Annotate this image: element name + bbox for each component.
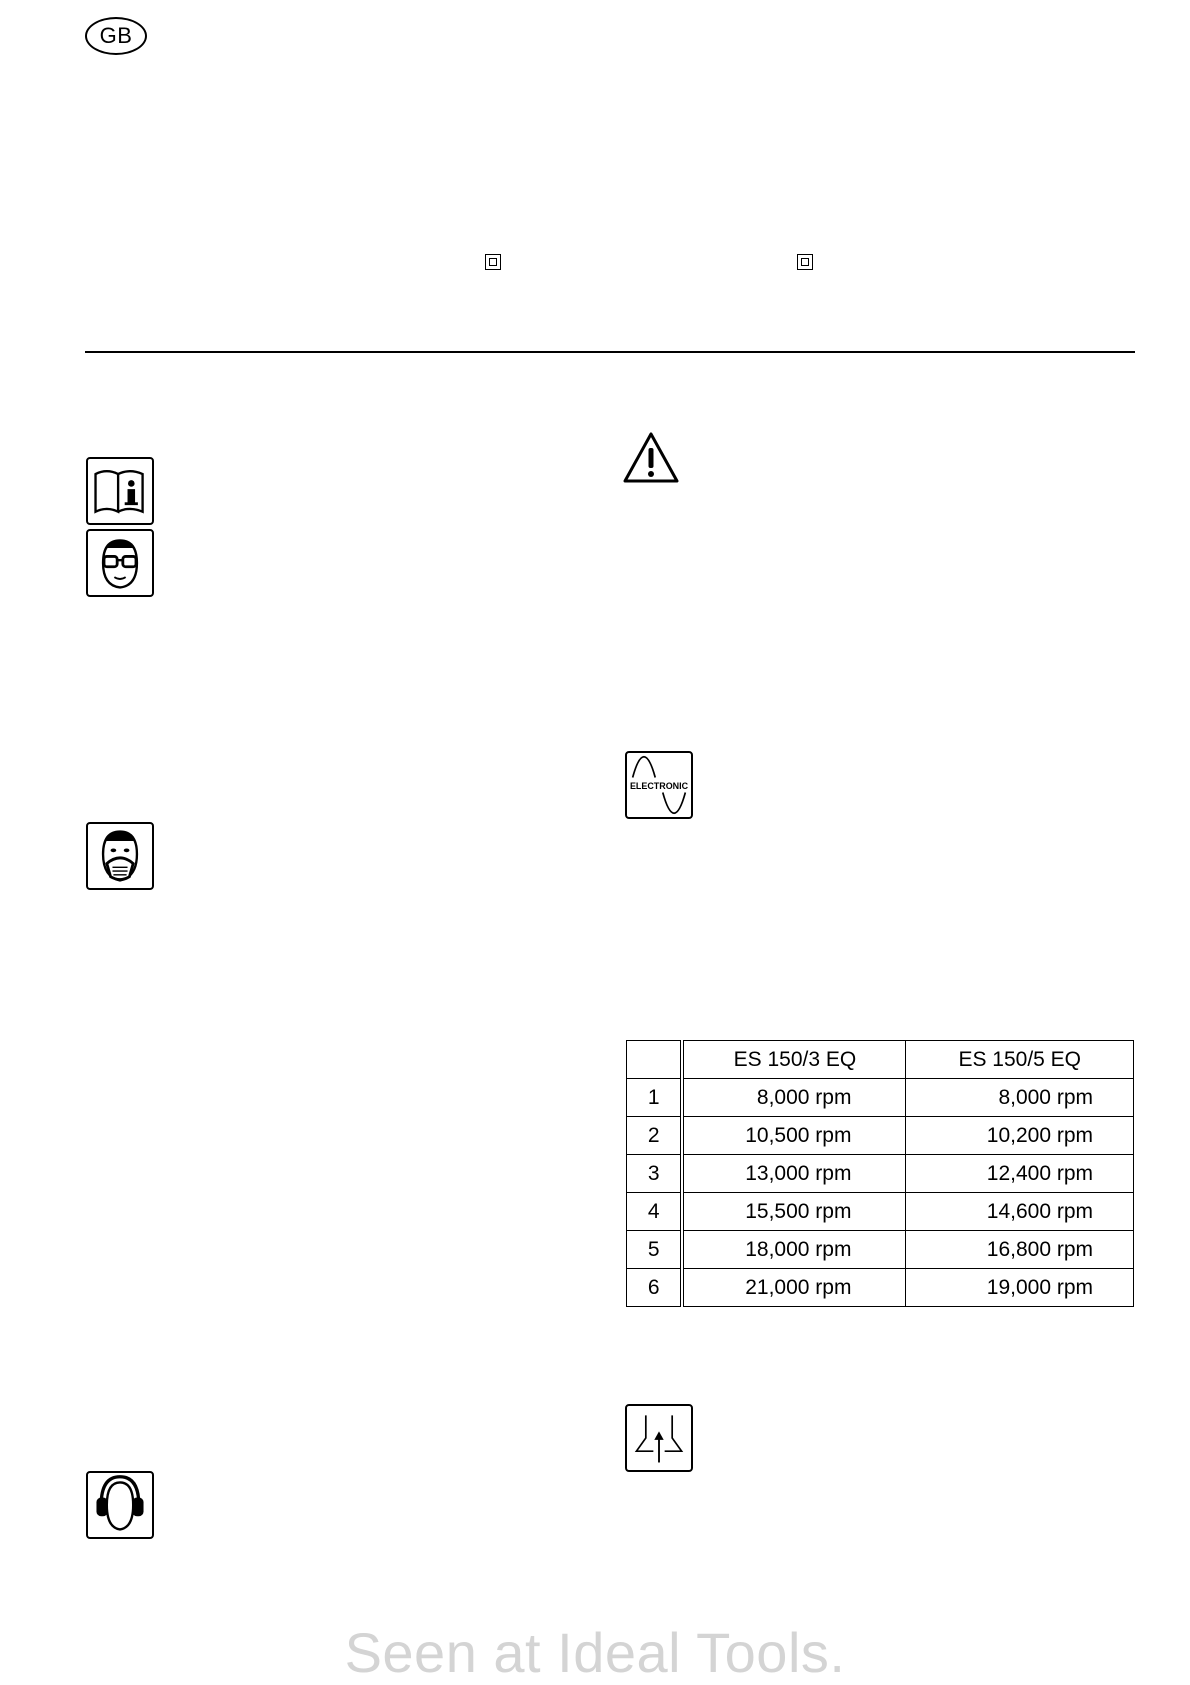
speed-es150-3: 8,000 rpm xyxy=(682,1079,906,1117)
speed-es150-3: 21,000 rpm xyxy=(682,1269,906,1307)
double-square-icon xyxy=(485,254,501,270)
table-row xyxy=(627,1117,1134,1155)
country-badge xyxy=(85,17,147,55)
dust-extraction-icon xyxy=(625,1404,693,1472)
speed-es150-5: 8,000 rpm xyxy=(906,1079,1134,1117)
speed-es150-3: 18,000 rpm xyxy=(682,1231,906,1269)
speed-es150-3: 10,500 rpm xyxy=(682,1117,906,1155)
header-es150-3: ES 150/3 EQ xyxy=(682,1041,906,1079)
table-row xyxy=(627,1231,1134,1269)
table-row xyxy=(627,1155,1134,1193)
speed-step: 5 xyxy=(627,1231,683,1269)
warning-triangle-icon xyxy=(622,431,680,485)
speed-table xyxy=(626,1040,1134,1307)
dust-mask-icon xyxy=(86,822,154,890)
speed-step: 2 xyxy=(627,1117,683,1155)
table-row xyxy=(627,1193,1134,1231)
speed-es150-5: 16,800 rpm xyxy=(906,1231,1134,1269)
section-divider xyxy=(85,351,1135,353)
country-code: GB xyxy=(99,23,133,48)
speed-es150-5: 14,600 rpm xyxy=(906,1193,1134,1231)
table-row xyxy=(627,1269,1134,1307)
electronic-speed-control-icon xyxy=(625,751,693,819)
speed-step: 1 xyxy=(627,1079,683,1117)
watermark: Seen at Ideal Tools. xyxy=(344,1621,846,1684)
safety-goggles-icon xyxy=(86,529,154,597)
double-square-inner xyxy=(489,258,497,266)
header-step xyxy=(627,1041,683,1079)
double-square-icon xyxy=(797,254,813,270)
speed-step: 4 xyxy=(627,1193,683,1231)
speed-step: 6 xyxy=(627,1269,683,1307)
speed-es150-5: 10,200 rpm xyxy=(906,1117,1134,1155)
speed-es150-3: 15,500 rpm xyxy=(682,1193,906,1231)
speed-es150-5: 19,000 rpm xyxy=(906,1269,1134,1307)
table-header-row xyxy=(627,1041,1134,1079)
read-manual-icon xyxy=(86,457,154,525)
speed-es150-5: 12,400 rpm xyxy=(906,1155,1134,1193)
speed-es150-3: 13,000 rpm xyxy=(682,1155,906,1193)
table-row xyxy=(627,1079,1134,1117)
double-square-inner xyxy=(801,258,809,266)
header-es150-5: ES 150/5 EQ xyxy=(906,1041,1134,1079)
speed-step: 3 xyxy=(627,1155,683,1193)
electronic-label: ELECTRONIC xyxy=(629,780,689,791)
ear-protection-icon xyxy=(86,1471,154,1539)
